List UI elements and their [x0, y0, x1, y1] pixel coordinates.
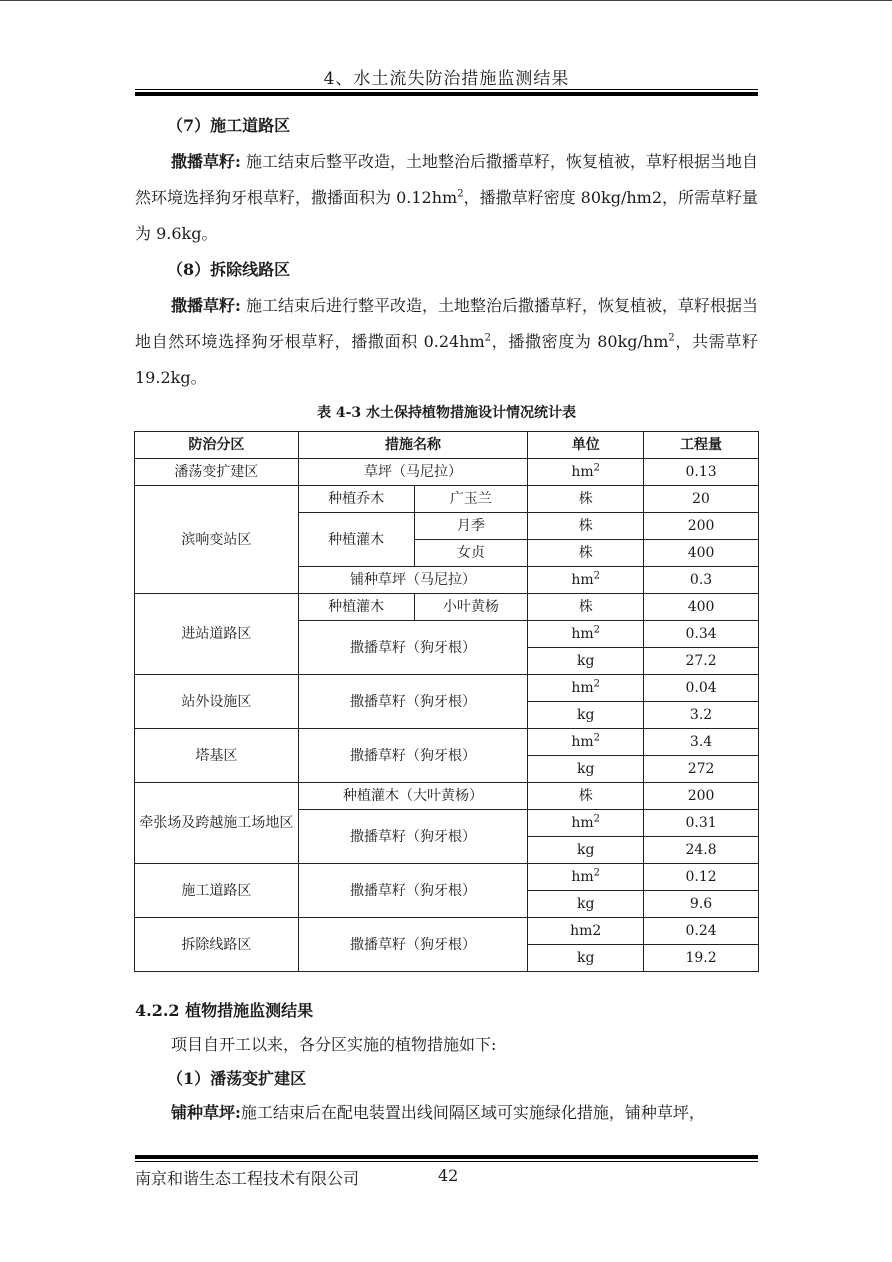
- zone-cell: 进站道路区: [135, 594, 299, 675]
- zone-cell: 塔基区: [135, 729, 299, 783]
- quantity-cell: 9.6: [644, 891, 759, 918]
- quantity-cell: 3.4: [644, 729, 759, 756]
- unit-cell: kg: [528, 837, 644, 864]
- unit-cell: $hm^2$: [528, 729, 644, 756]
- zone-cell: 牵张场及跨越施工场地区: [135, 783, 299, 864]
- unit-cell: kg: [528, 648, 644, 675]
- unit-cell: kg: [528, 945, 644, 972]
- section-8-paragraph: [135, 288, 758, 396]
- table-header-row: [135, 432, 759, 459]
- species-cell: 女贞: [414, 540, 528, 567]
- section-4-2-2-text: 施工结束后在配电装置出线间隔区域可实施绿化措施，铺种草坪，: [240, 1103, 705, 1122]
- measure-cell: 种植灌木: [298, 513, 414, 567]
- measure-cell: 撒播草籽（狗牙根）: [298, 864, 528, 918]
- measure-cell: 种植灌木: [298, 594, 414, 621]
- header-quantity: 工程量: [644, 432, 759, 459]
- header-zone: 防治分区: [135, 432, 299, 459]
- unit-cell: $hm^2$: [528, 567, 644, 594]
- quantity-cell: 400: [644, 594, 759, 621]
- unit-cell: 株: [528, 783, 644, 810]
- unit-cell: 株: [528, 486, 644, 513]
- section-8-label: 撒播草籽:: [171, 296, 241, 315]
- zone-cell: 潘荡变扩建区: [135, 459, 299, 486]
- measure-cell: 铺种草坪（马尼拉）: [298, 567, 528, 594]
- section-4-2-2: [135, 994, 758, 1130]
- table-caption: 表 4-3 水土保持植物措施设计情况统计表: [316, 405, 577, 421]
- unit-cell: hm2: [528, 918, 644, 945]
- species-cell: 广玉兰: [414, 486, 528, 513]
- quantity-cell: 19.2: [644, 945, 759, 972]
- unit-cell: $hm^2$: [528, 459, 644, 486]
- quantity-cell: 0.34: [644, 621, 759, 648]
- section-7-paragraph: [135, 144, 758, 252]
- measure-cell: 撒播草籽（狗牙根）: [298, 729, 528, 783]
- table-row: [135, 594, 759, 621]
- zone-cell: 滨响变站区: [135, 486, 299, 594]
- quantity-cell: 0.12: [644, 864, 759, 891]
- unit-cell: 株: [528, 594, 644, 621]
- planting-measures-table: [134, 431, 759, 972]
- body-content: [135, 108, 758, 396]
- section-4-2-2-title: 4.2.2 植物措施监测结果: [135, 1001, 314, 1020]
- quantity-cell: 24.8: [644, 837, 759, 864]
- quantity-cell: 0.24: [644, 918, 759, 945]
- header-rule-thin: [135, 89, 758, 90]
- header-rule-thick: [135, 92, 758, 96]
- section-4-2-2-label: 铺种草坪:: [171, 1103, 241, 1122]
- measure-cell: 撒播草籽（狗牙根）: [298, 918, 528, 972]
- species-cell: 月季: [414, 513, 528, 540]
- unit-cell: kg: [528, 891, 644, 918]
- measure-cell: 撒播草籽（狗牙根）: [298, 675, 528, 729]
- unit-cell: $hm^2$: [528, 810, 644, 837]
- table-row: [135, 459, 759, 486]
- page-top-edge: [0, 0, 892, 1]
- page-number: 42: [438, 1166, 459, 1185]
- quantity-cell: 3.2: [644, 702, 759, 729]
- unit-cell: $hm^2$: [528, 621, 644, 648]
- quantity-cell: 200: [644, 783, 759, 810]
- unit-cell: 株: [528, 540, 644, 567]
- quantity-cell: 200: [644, 513, 759, 540]
- footer-company: 南京和谐生态工程技术有限公司: [135, 1169, 360, 1188]
- measure-cell: 撒播草籽（狗牙根）: [298, 810, 528, 864]
- table-row: [135, 675, 759, 702]
- table-row: [135, 918, 759, 945]
- quantity-cell: 0.3: [644, 567, 759, 594]
- section-7-text-a: 施工结束后整平改造，土地整治后撒播草籽，恢复植被，草籽根据当地自然环境选择狗牙根草籽，撒播面积为 0.12hm: [135, 152, 759, 207]
- measure-cell: 种植乔木: [298, 486, 414, 513]
- unit-cell: $hm^2$: [528, 864, 644, 891]
- quantity-cell: 20: [644, 486, 759, 513]
- table-row: [135, 783, 759, 810]
- section-7-heading: （7）施工道路区: [167, 116, 291, 135]
- measure-cell: 草坪（马尼拉）: [298, 459, 528, 486]
- section-8-sup-2: 2: [668, 332, 675, 344]
- species-cell: 小叶黄杨: [414, 594, 528, 621]
- section-8-text-a: 施工结束后进行整平改造，土地整治后撒播草籽，恢复植被，草籽根据当地自然环境选择狗牙根草籽，播撒面积 0.24hm: [135, 296, 759, 351]
- header-unit: 单位: [528, 432, 644, 459]
- zone-cell: 施工道路区: [135, 864, 299, 918]
- section-7-text-b: ，播撒草籽密度 80kg/hm2，所需草籽量为 9.6kg。: [135, 188, 759, 243]
- quantity-cell: 0.13: [644, 459, 759, 486]
- unit-cell: kg: [528, 702, 644, 729]
- unit-cell: kg: [528, 756, 644, 783]
- quantity-cell: 400: [644, 540, 759, 567]
- table-row: [135, 864, 759, 891]
- footer-rule-thick: [135, 1155, 758, 1159]
- measure-cell: 撒播草籽（狗牙根）: [298, 621, 528, 675]
- running-header-title: 4、水土流失防治措施监测结果: [323, 69, 570, 89]
- quantity-cell: 27.2: [644, 648, 759, 675]
- section-8-heading: （8）拆除线路区: [167, 260, 291, 279]
- measure-cell: 种植灌木（大叶黄杨）: [298, 783, 528, 810]
- unit-cell: $hm^2$: [528, 675, 644, 702]
- section-7-label: 撒播草籽:: [171, 152, 241, 171]
- quantity-cell: 0.31: [644, 810, 759, 837]
- section-4-2-2-heading-1: （1）潘荡变扩建区: [167, 1069, 307, 1088]
- section-8-text-c: ，共需草籽 19.2kg。: [135, 332, 758, 387]
- section-8-text-b: ，播撒密度为 80kg/hm: [491, 332, 669, 351]
- zone-cell: 站外设施区: [135, 675, 299, 729]
- section-7-sup: 2: [457, 188, 464, 200]
- section-4-2-2-paragraph: [135, 1096, 758, 1130]
- footer-rule-thin: [135, 1161, 758, 1162]
- table-row: [135, 729, 759, 756]
- quantity-cell: 0.04: [644, 675, 759, 702]
- table-row: [135, 486, 759, 513]
- unit-cell: 株: [528, 513, 644, 540]
- zone-cell: 拆除线路区: [135, 918, 299, 972]
- header-measure: 措施名称: [298, 432, 528, 459]
- section-4-2-2-intro: 项目自开工以来，各分区实施的植物措施如下:: [171, 1035, 497, 1054]
- quantity-cell: 272: [644, 756, 759, 783]
- section-8-sup-1: 2: [484, 332, 492, 344]
